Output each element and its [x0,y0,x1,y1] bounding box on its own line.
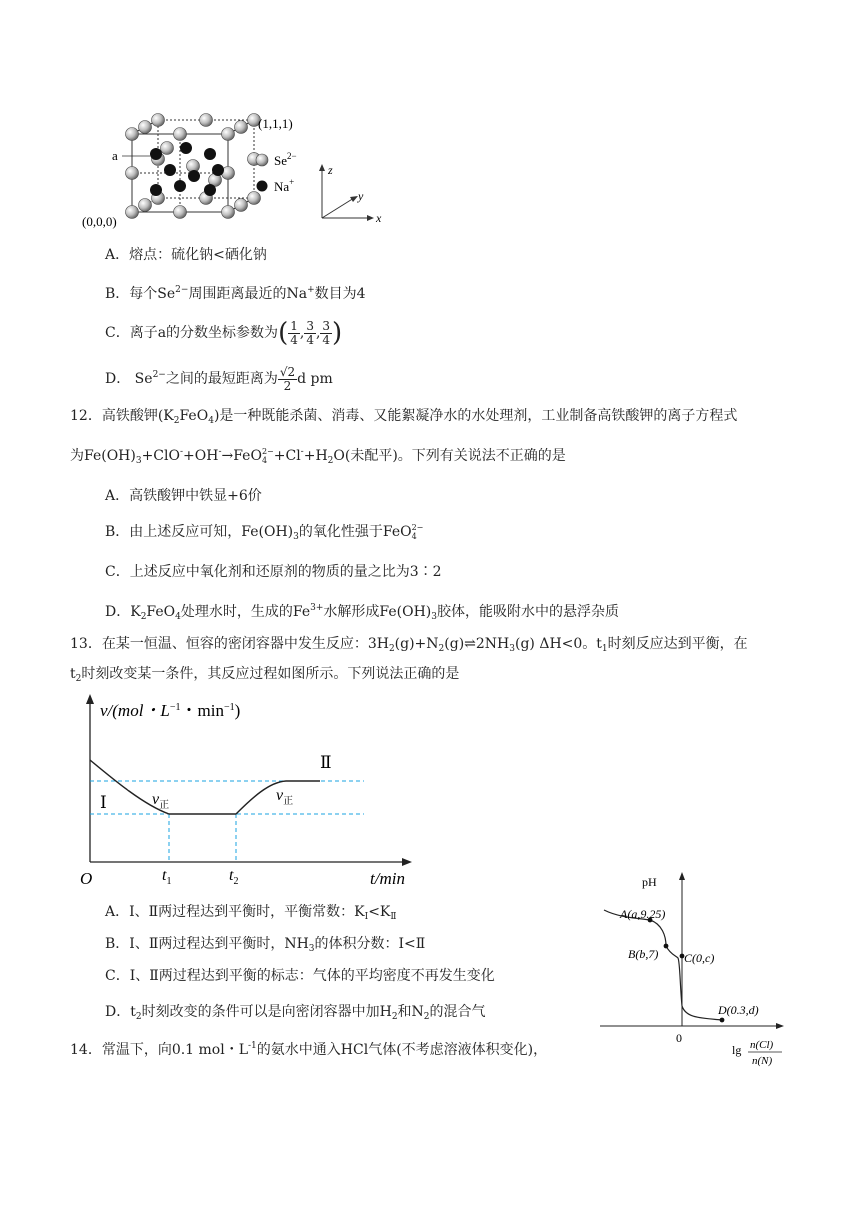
rate-time-graph [74,690,424,890]
q13-option-c: C．Ⅰ、Ⅱ两过程达到平衡的标志：气体的平均密度不再发生变化 [105,968,495,984]
ph-xlabel [732,1039,782,1067]
se-ion [235,199,248,212]
na-ion [212,164,224,176]
point-b-label: B(b,7) [628,947,659,961]
t1-label: $t_1$ [162,867,172,887]
v-forward-label-2: $v_正$ [276,787,294,807]
se-ion [139,199,152,212]
q13-stem-line1: 13．在某一恒温、恒容的密闭容器中发生反应：$3H_2(g)+N_2(g)\rightleftharpoons 2NH_3(g)$ ΔH<0。$t_1$时刻反应达到平衡，在 [70,636,748,654]
svg-text:n(N): n(N) [752,1055,773,1067]
graph-ylabel: v/(mol・$L^{-1}$・$\min^{-1}$) [100,701,241,720]
ph-chart [590,866,790,1070]
q11-option-a: A．熔点：硫化钠<硒化钠 [105,247,267,263]
q13-option-a: A．Ⅰ、Ⅱ两过程达到平衡时，平衡常数：$K_Ⅰ<K_Ⅱ$ [105,904,397,922]
se-legend-label: $Se^{2-}$ [274,151,297,168]
q12-option-c: C．上述反应中氧化剂和还原剂的物质的量之比为3∶2 [105,564,442,580]
na-legend-label: Na+ [274,177,295,194]
na-ion [150,184,162,196]
se-ion [248,192,261,205]
se-ion [126,206,139,219]
se-ion [174,206,187,219]
se-legend-icon [256,154,268,166]
ph-point-marker [664,944,669,949]
axis-x-label: x [376,211,382,225]
na-ion [204,184,216,196]
point-d-label: D(0.3,d) [718,1003,759,1017]
se-ion [235,121,248,134]
na-ion [204,148,216,160]
ph-curve [604,910,722,1020]
se-ion [222,128,235,141]
t2-label: $t_2$ [229,867,239,887]
se-ion [152,114,165,127]
graph-xlabel: t/min [370,869,405,888]
q13-stem-line2: $t_2$时刻改变某一条件，其反应过程如图所示。下列说法正确的是 [70,666,460,684]
se-ion [174,128,187,141]
corner-label-000: (0,0,0) [82,214,117,229]
q13-option-b: B．Ⅰ、Ⅱ两过程达到平衡时，$NH_3$的体积分数：Ⅰ<Ⅱ [105,936,426,954]
region-1-label: Ⅰ [100,793,107,812]
se-ion [200,114,213,127]
axis-y-label: y [358,189,364,203]
svg-text:n(Cl): n(Cl) [750,1039,774,1051]
se-ions [126,114,261,219]
ph-ylabel: pH [642,875,657,889]
q14-stem: 14．常温下，向0.1 mol・$L^{-1}$的氨水中通入HCl气体(不考虑溶液体积变化)， [70,1041,548,1058]
q12-stem-line2: 为$Fe(OH)_3+ClO^-+OH^-\to FeO$ 2− 4 $+Cl^-+H_2O$(未配平)。下列有关说法不正确的是 [70,447,566,466]
na-ion [150,148,162,160]
se-ion [222,206,235,219]
ph-points [648,918,725,1023]
ph-point-marker [720,1018,725,1023]
se-ion [139,121,152,134]
na-ion [174,180,186,192]
q12-option-a: A．高铁酸钾中铁显+6价 [105,488,262,504]
se-ion [126,128,139,141]
na-ion [180,142,192,154]
se-ion [161,142,174,155]
q12-option-b: B．由上述反应可知，$Fe(OH)_3$的氧化性强于FeO 2− 4 [105,523,424,542]
point-a-label: A(a,9.25) [620,907,666,921]
se-ion [126,167,139,180]
origin-label: O [80,869,93,888]
crystal-structure-figure [70,108,400,232]
q12-option-d: D．$K_2FeO_4$处理水时，生成的$Fe^{3+}$水解形成$Fe(OH)_3$胶体，能吸附水中的悬浮杂质 [105,603,619,622]
corner-label-111: (1,1,1) [258,116,293,131]
q11-option-c: C．离子a的分数坐标参数为( $\frac{1}{4}$ , $\frac{3}{4}$ , $\frac{3}{4}$ ) [105,318,343,348]
ion-a-label: a [112,148,118,163]
q11-option-d: D． $Se^{2-}$之间的最短距离为 $\frac{√2}{2}$ d pm [105,364,333,393]
q11-option-b: B．每个$Se^{2-}$周围距离最近的Na+数目为4 [105,285,366,302]
na-ion [164,164,176,176]
na-ion [188,170,200,182]
origin-tick-label: 0 [676,1031,682,1045]
region-2-label: Ⅱ [320,753,332,772]
v-forward-label-1: $v_正$ [152,791,170,811]
axis-z-label: z [328,163,333,177]
q12-stem-line1: 12．高铁酸钾$(K_2FeO_4)$是一种既能杀菌、消毒、又能絮凝净水的水处理剂，工业制备高铁酸钾的离子方程式 [70,408,738,426]
na-legend-icon [257,181,268,192]
q13-option-d: D．$t_2$时刻改变的条件可以是向密闭容器中加$H_2$和$N_2$的混合气 [105,1004,486,1022]
point-c-label: C(0,c) [684,951,715,965]
svg-text:lg: lg [732,1043,742,1057]
